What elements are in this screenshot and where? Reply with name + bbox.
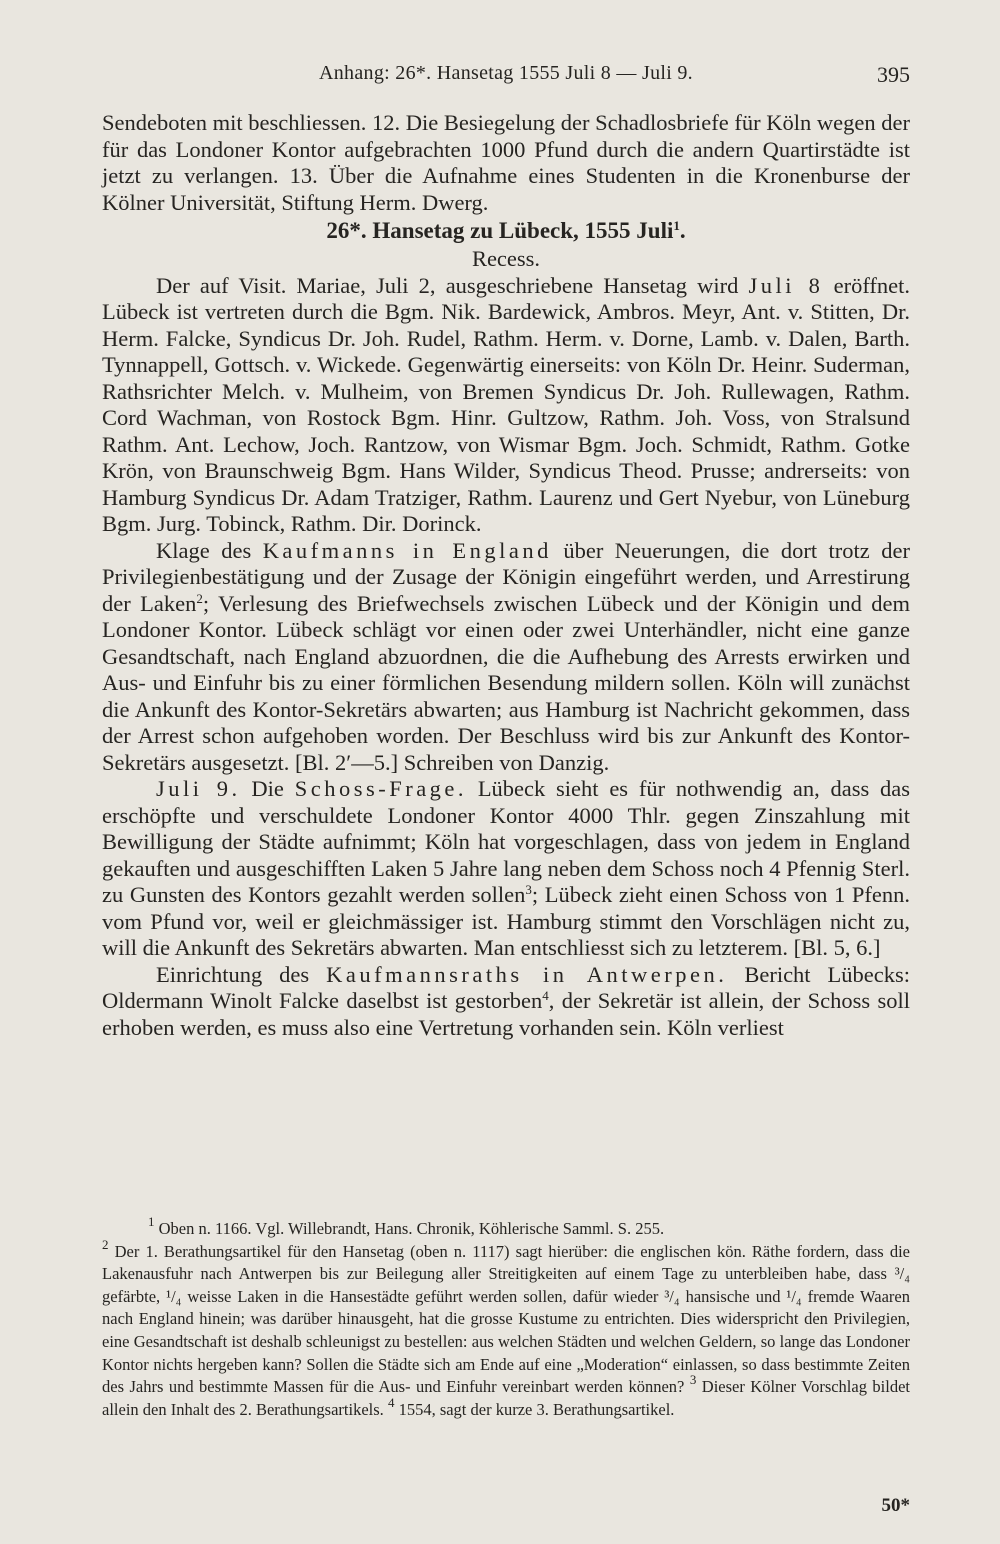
- paragraph-antwerpen: [102, 962, 910, 1042]
- text-run: Klage des: [156, 537, 263, 563]
- section-subheading: Recess.: [471, 246, 541, 271]
- text-run: Bericht Lübecks: Oldermann Winolt Falcke daselbst ist gestorben: [102, 961, 910, 1013]
- paragraph-schoss: [102, 776, 910, 962]
- footnote-mark: 3: [689, 1372, 697, 1388]
- section-heading-text: 26*. Hansetag zu Lübeck, 1555 Juli: [326, 218, 674, 243]
- text-run: Einrichtung des: [156, 961, 327, 987]
- text-run: ; Lübeck zieht einen Schoss von 1 Pfenn. vom Pfund vor, weil er gleichmässiger ist. Hamburg stimmt den Vorschlägen nicht zu, will die Ankunft des Sekretärs abwarten. Man entschliesst sich zu letzterem. [Bl. 5, 6.]: [102, 882, 910, 960]
- text-run: Die: [240, 776, 295, 801]
- footnote-1: [102, 1214, 910, 1241]
- footnotes: [102, 1214, 911, 1421]
- footnote-text: Der 1. Berathungsartikel für den Hansetag (oben n. 1117) sagt hierüber: die englischen kön. Räthe fordern, dass die Lakenausfuhr nach Antwerpen bis zur Beilegung aller Streitigkeiten auf einem Tage zu unterbleiben habe, dass ³/₄ gefärbte, ¹/₄ weisse Laken in die Hansestädte geführt werden sollen, dafür wieder ³/₄ hansische und ¹/₄ fremde Waaren nach England hinein; was darüber hinausgeht, hat die grosse Kustume zu entrichten. Dies widerspricht den Privilegien, eine Gesandtschaft ist deshalb schleunigst zu bestellen: aus welchen Städten und welchen Geldern, so lange das Londoner Kontor nichts hergeben kann? Sollen die Städte sich am Ende auf eine „Moderation“ einlassen, so dass bestimmte Zeiten des Jahrs und bestimmte Massen für die Aus- und Einfuhr vereinbart werden können?: [102, 1241, 910, 1397]
- signature-mark: 50*: [881, 1495, 910, 1516]
- spaced-topic: Schoss-Frage.: [294, 776, 468, 801]
- footnote-ref-1: 1: [673, 218, 680, 233]
- spaced-topic: Kaufmannsraths in Antwerpen.: [326, 961, 728, 987]
- footnote-ref-4: 4: [542, 988, 549, 1003]
- footnote-2: [102, 1236, 911, 1422]
- footnote-mark: 2: [102, 1236, 109, 1252]
- main-text: [102, 110, 910, 1041]
- footnote-ref-2: 2: [196, 590, 203, 606]
- continuation-paragraph: Sendeboten mit beschliessen. 12. Die Besiegelung der Schadlosbriefe für Köln wegen der für das Londoner Kontor aufgebrachten 1000 Pfund durch die andern Quartirstädte ist jetzt zu verlangen. 13. Über die Aufnahme eines Studenten in die Kronenburse der Kölner Universität, Stiftung Herm. Dwerg.: [102, 110, 910, 215]
- paragraph-opening: [102, 273, 910, 538]
- text-run: Lübeck sieht es für nothwendig an, dass das erschöpfte und verschuldete Londoner Kontor 4000 Thlr. gegen Zinszahlung mit Bewilligung der Städte aufnimmt; Köln hat vorgeschlagen, dass von jedem in England gekauften und ausgeschifften Laken 5 Jahre lang neben dem Schoss noch 4 Pfennig Sterl. zu Gunsten des Kontors gezahlt werden sollen: [102, 776, 910, 907]
- text-run: über Neuerungen, die dort trotz der Privilegienbestätigung und der Zusage der Königin eingeführt werden, und Arrestirung der Laken: [102, 537, 910, 616]
- page-header: [102, 62, 910, 94]
- running-title: Anhang: 26*. Hansetag 1555 Juli 8 — Juli 9.: [319, 62, 693, 84]
- text-run: Der auf Visit. Mariae, Juli 2, ausgeschriebene Hansetag wird: [156, 272, 749, 298]
- footnote-mark: 1: [148, 1214, 155, 1229]
- paragraph-england: [102, 538, 910, 777]
- footnote-text: 1554, sagt der kurze 3. Berathungsartikel.: [394, 1399, 675, 1419]
- footnote-ref-3: 3: [525, 882, 532, 897]
- text-run: , der Sekretär ist allein, der Schoss soll erhoben werden, es muss also eine Vertretung vorhanden sein. Köln verliest: [102, 988, 910, 1040]
- spaced-topic: Kaufmanns in England: [262, 537, 552, 563]
- spaced-date: Juli 8: [748, 272, 824, 298]
- footnote-text: Dieser Kölner Vorschlag bildet allein den Inhalt des 2. Berathungsartikels.: [102, 1377, 911, 1419]
- footnote-mark: 4: [387, 1394, 395, 1410]
- section-heading: 26*. Hansetag zu Lübeck, 1555 Juli$^1$.: [326, 218, 686, 243]
- spaced-date: Juli 9.: [156, 776, 241, 801]
- text-run: eröffnet. Lübeck ist vertreten durch die Bgm. Nik. Bardewick, Ambros. Meyr, Ant. v. Stitten, Dr. Herm. Falcke, Syndicus Dr. Joh. Rudel, Rathm. Herm. v. Dorne, Lamb. v. Dalen, Barth. Tynnappell, Gottsch. v. Wickede. Gegenwärtig einerseits: von Köln Dr. Heinr. Suderman, Rathsrichter Melch. v. Mulheim, von Bremen Syndicus Dr. Joh. Rullewagen, Rathm. Cord Wachman, von Rostock Bgm. Hinr. Gultzow, Rathm. Joh. Voss, von Stralsund Rathm. Ant. Lechow, Joch. Rantzow, von Wismar Bgm. Joch. Schmidt, Rathm. Gotke Krön, von Braunschweig Bgm. Hans Wilder, Syndicus Theod. Prusse; andrerseits: von Hamburg Syndicus Dr. Adam Tratziger, Rathm. Laurenz und Gert Nyebur, von Lüneburg Bgm. Jurg. Tobinck, Rathm. Dir. Dorinck.: [102, 272, 911, 536]
- page-number: 395: [877, 62, 910, 87]
- text-run: ; Verlesung des Briefwechsels zwischen Lübeck und der Königin und dem Londoner Kontor. Lübeck schlägt vor einen oder zwei Unterhändler, nicht eine ganze Gesandtschaft, nach England abzuordnen, die die Aufhebung des Arrests erwirken und Aus- und Einfuhr bis zu einer förmlichen Besendung mildern sollen. Köln will zunächst die Ankunft des Kontor-Sekretärs abwarten; aus Hamburg ist Nachricht gekommen, dass der Arrest schon aufgehoben worden. Der Beschluss wird bis zur Ankunft des Kontor-Sekretärs ausgesetzt. [Bl. 2′—5.] Schreiben von Danzig.: [102, 590, 911, 775]
- footnote-text: Oben n. 1166. Vgl. Willebrandt, Hans. Chronik, Köhlerische Samml. S. 255.: [154, 1219, 665, 1238]
